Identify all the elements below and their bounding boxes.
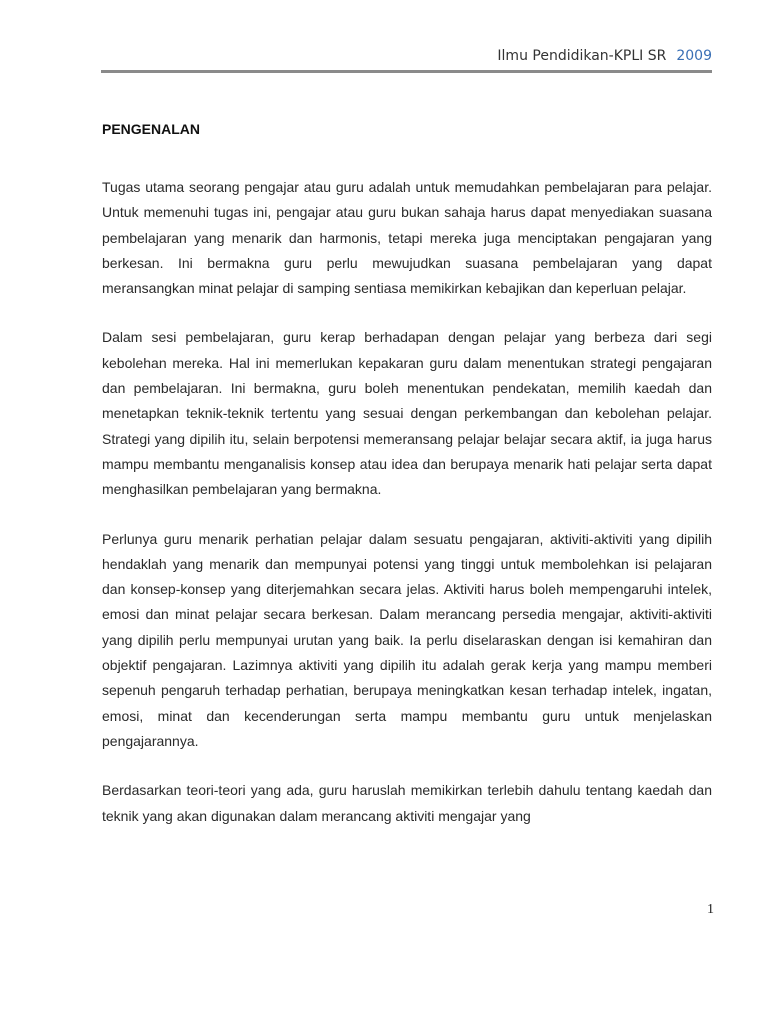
paragraph-3: Perlunya guru menarik perhatian pelajar dalam sesuatu pengajaran, aktiviti-aktiviti yang dipilih hendaklah yang menarik dan mempunyai potensi yang tinggi untuk membolehkan isi pelajaran dan konsep-konsep yang diterjemahkan secara jelas. Aktiviti harus boleh mempengaruhi intelek, emosi dan minat pelajar secara berkesan. Dalam merancang persedia mengajar, aktiviti-aktiviti yang dipilih perlu mempunyai urutan yang baik. Ia perlu diselaraskan dengan isi kemahiran dan objektif pengajaran. Lazimnya aktiviti yang dipilih itu adalah gerak kerja yang mampu memberi sepenuh pengaruh terhadap perhatian, berupaya meningkatkan kesan terhadap intelek, ingatan, emosi, minat dan kecenderungan serta mampu membantu guru untuk menjelaskan pengajarannya. bbox=[102, 530, 712, 749]
paragraph-1: Tugas utama seorang pengajar atau guru adalah untuk memudahkan pembelajaran para pelajar. Untuk memenuhi tugas ini, pengajar atau guru bukan sahaja harus dapat menyediakan suasana pembelajaran yang menarik dan harmonis, tetapi mereka juga menciptakan pengajaran yang berkesan. Ini bermakna guru perlu mewujudkan suasana pembelajaran yang dapat meransangkan minat pelajar di samping sentiasa memikirkan kebajikan dan keperluan pelajar. bbox=[102, 179, 712, 297]
paragraph-2: Dalam sesi pembelajaran, guru kerap berhadapan dengan pelajar yang berbeza dari segi kebolehan mereka. Hal ini memerlukan kepakaran guru dalam menentukan strategi pengajaran dan pembelajaran. Ini bermakna, guru boleh menentukan pendekatan, memilih kaedah dan menetapkan teknik-teknik tertentu yang sesuai dengan perkembangan dan kebolehan pelajar. Strategi yang dipilih itu, selain berpotensi memeransang pelajar belajar secara aktif, ia juga harus mampu membantu menganalisis konsep atau idea dan berupaya menarik hati pelajar serta dapat menghasilkan pembelajaran yang bermakna. bbox=[102, 329, 712, 498]
section-heading: PENGENALAN bbox=[102, 121, 201, 137]
paragraph-4: Berdasarkan teori-teori yang ada, guru haruslah memikirkan terlebih dahulu tentang kaedah dan teknik yang akan digunakan dalam merancang aktiviti mengajar yang bbox=[102, 782, 712, 824]
header-title: Ilmu Pendidikan-KPLI SR bbox=[497, 48, 667, 64]
page-header bbox=[102, 48, 712, 64]
page-number: 1 bbox=[707, 902, 714, 917]
header-divider bbox=[101, 70, 712, 73]
header-year: 2009 bbox=[676, 48, 712, 64]
document-body bbox=[102, 175, 712, 853]
